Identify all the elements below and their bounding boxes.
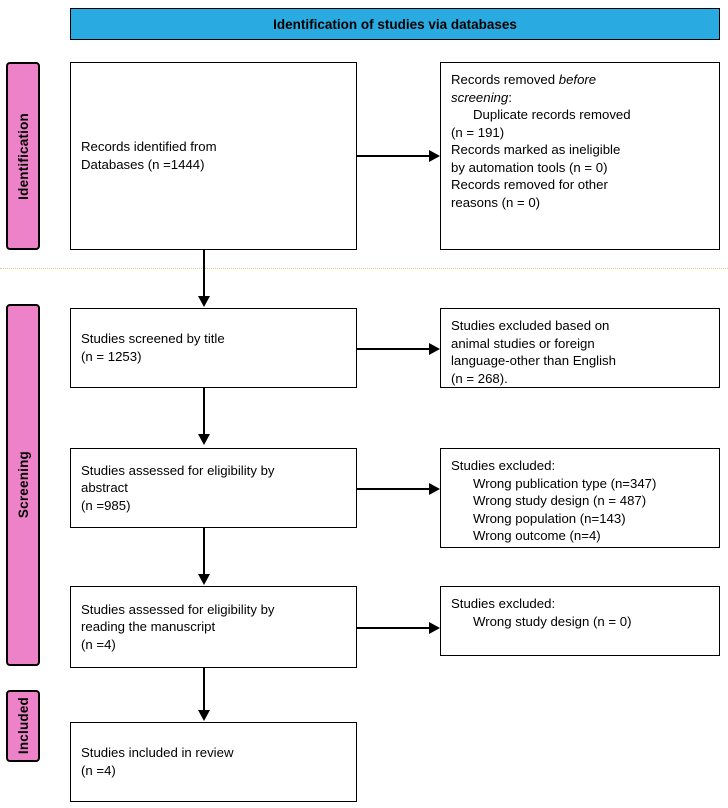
stage-label-included-text: Included — [15, 697, 31, 755]
box-assessed-abstract — [70, 448, 357, 528]
excluded-abstract-item4: Wrong outcome (n=4) — [473, 528, 601, 544]
excluded-abstract-item2: Wrong study design (n = 487) — [473, 493, 647, 509]
studies-included-line1: Studies included in review — [81, 745, 234, 761]
records-identified-line2: Databases (n =1444) — [81, 157, 205, 172]
studies-screened-line1: Studies screened by title — [81, 331, 225, 347]
assessed-manuscript-line3: (n =4) — [81, 636, 116, 652]
assessed-abstract-line3: (n =985) — [81, 497, 131, 513]
arrow-abstract-to-manuscript-head — [198, 574, 210, 585]
studies-included-line2: (n =4) — [81, 763, 116, 778]
diagram-header-title: Identification of studies via databases — [273, 16, 517, 32]
arrow-screened-to-excluded-head — [429, 343, 440, 355]
records-removed-item5: reasons (n = 0) — [451, 194, 541, 210]
records-removed-item1: Duplicate records removed — [473, 107, 631, 123]
records-identified-line1: Records identified from — [81, 139, 217, 155]
arrow-screened-to-abstract-line — [203, 388, 205, 434]
diagram-header-banner — [70, 8, 720, 40]
records-removed-line1-prefix: Records removed — [451, 72, 559, 87]
assessed-manuscript-line1: Studies assessed for eligibility by — [81, 601, 275, 617]
records-removed-item3: by automation tools (n = 0) — [451, 159, 608, 175]
records-removed-line1 — [451, 71, 709, 89]
excluded-abstract-item3: Wrong population (n=143) — [473, 510, 626, 526]
arrow-abstract-to-excluded-head — [429, 483, 440, 495]
excluded-abstract-title: Studies excluded: — [451, 458, 556, 473]
box-studies-excluded-title — [440, 308, 720, 388]
section-divider — [0, 268, 728, 269]
box-assessed-manuscript — [70, 586, 357, 668]
arrow-screened-to-abstract-head — [198, 434, 210, 445]
stage-label-screening — [6, 304, 40, 666]
records-removed-line2-emph: screening — [451, 89, 509, 105]
records-removed-line2-suffix: : — [508, 89, 512, 105]
arrow-manuscript-to-included-line — [203, 668, 205, 710]
stage-label-identification — [6, 62, 40, 250]
excluded-title-line3: language-other than English — [451, 353, 616, 369]
assessed-abstract-line1: Studies assessed for eligibility by — [81, 462, 275, 478]
arrow-identified-to-removed-head — [429, 150, 440, 162]
arrow-abstract-to-excluded-line — [357, 488, 429, 490]
box-studies-screened — [70, 308, 357, 388]
stage-label-identification-text: Identification — [15, 112, 31, 200]
arrow-screened-to-excluded-line — [357, 348, 429, 350]
excluded-title-line4: (n = 268). — [451, 370, 508, 386]
records-removed-line2 — [451, 89, 709, 107]
excluded-manuscript-item1: Wrong study design (n = 0) — [473, 613, 632, 629]
arrow-identified-to-removed-line — [357, 155, 429, 157]
assessed-abstract-line2: abstract — [81, 480, 128, 496]
excluded-abstract-item1: Wrong publication type (n=347) — [473, 475, 657, 491]
box-records-identified — [70, 62, 357, 250]
stage-label-screening-text: Screening — [15, 451, 31, 519]
records-removed-line1-emph: before — [558, 72, 597, 87]
records-removed-item1-count: (n = 191) — [451, 124, 505, 140]
box-studies-excluded-abstract — [440, 448, 720, 548]
arrow-abstract-to-manuscript-line — [203, 528, 205, 574]
studies-screened-line2: (n = 1253) — [81, 349, 142, 364]
arrow-manuscript-to-excluded-line — [357, 627, 429, 629]
excluded-manuscript-title: Studies excluded: — [451, 596, 556, 611]
records-removed-item4: Records removed for other — [451, 177, 608, 193]
arrow-identified-to-screened-line — [203, 250, 205, 296]
arrow-manuscript-to-included-head — [198, 710, 210, 721]
box-studies-excluded-manuscript — [440, 586, 720, 656]
box-studies-included — [70, 722, 357, 802]
box-records-removed — [440, 62, 720, 250]
arrow-identified-to-screened-head — [198, 296, 210, 307]
excluded-title-line2: animal studies or foreign — [451, 335, 595, 351]
stage-label-included — [6, 690, 40, 762]
assessed-manuscript-line2: reading the manuscript — [81, 619, 216, 635]
records-removed-item2: Records marked as ineligible — [451, 142, 621, 158]
arrow-manuscript-to-excluded-head — [429, 622, 440, 634]
excluded-title-line1: Studies excluded based on — [451, 318, 610, 333]
